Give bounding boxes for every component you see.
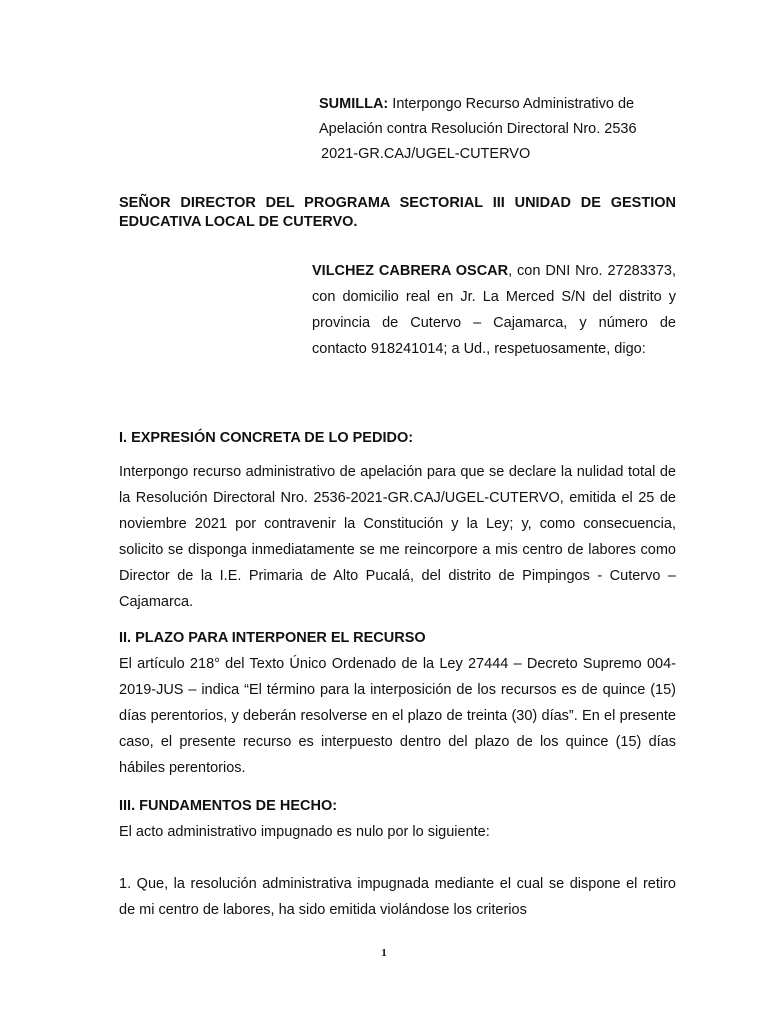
- sumilla-line-3: 2021-GR.CAJ/UGEL-CUTERVO: [321, 146, 531, 162]
- section-2-title: II. PLAZO PARA INTERPONER EL RECURSO: [119, 630, 426, 646]
- petitioner-details: , con DNI Nro. 27283373, con domicilio real en Jr. La Merced S/N del distrito y provincia de Cutervo – Cajamarca, y número de contacto 918241014; a Ud., respetuosamente, digo:: [312, 263, 676, 357]
- petitioner-intro: [312, 258, 676, 362]
- sumilla-label: SUMILLA:: [319, 96, 389, 112]
- section-1-title: I. EXPRESIÓN CONCRETA DE LO PEDIDO:: [119, 430, 414, 446]
- sumilla-block: [319, 92, 679, 167]
- sumilla-line-1: Interpongo Recurso Administrativo de: [388, 96, 635, 112]
- section-1-body: Interpongo recurso administrativo de apelación para que se declare la nulidad total de la Resolución Directoral Nro. 2536-2021-GR.CAJ/UGEL-CUTERVO, emitida el 25 de noviembre 2021 por contravenir la Constitución y la Ley; y, como consecuencia, solicito se disponga inmediatamente se me reincorpore a mis centro de labores como Director de la I.E. Primaria de Alto Pucalá, del distrito de Pimpingos - Cutervo – Cajamarca.: [119, 464, 676, 610]
- section-2-body: El artículo 218° del Texto Único Ordenado de la Ley 27444 – Decreto Supremo 004-2019-JUS – indica “El término para la interposición de los recursos es de quince (15) días perentorios, y deberán resolverse en el plazo de treinta (30) días”. En el presente caso, el presente recurso es interpuesto dentro del plazo de los quince (15) días hábiles perentorios.: [119, 656, 676, 776]
- section-3-intro: El acto administrativo impugnado es nulo por lo siguiente:: [119, 824, 490, 840]
- page-number: 1: [381, 947, 387, 959]
- addressee-heading: SEÑOR DIRECTOR DEL PROGRAMA SECTORIAL III UNIDAD DE GESTION EDUCATIVA LOCAL DE CUTERVO.: [119, 195, 676, 230]
- sumilla-line-2: Apelación contra Resolución Directoral Nro. 2536: [319, 121, 637, 137]
- section-3-title: III. FUNDAMENTOS DE HECHO:: [119, 798, 338, 814]
- section-3-point-1: 1. Que, la resolución administrativa impugnada mediante el cual se dispone el retiro de mi centro de labores, ha sido emitida violándose los criterios: [119, 876, 676, 918]
- petitioner-name: VILCHEZ CABRERA OSCAR: [312, 263, 509, 279]
